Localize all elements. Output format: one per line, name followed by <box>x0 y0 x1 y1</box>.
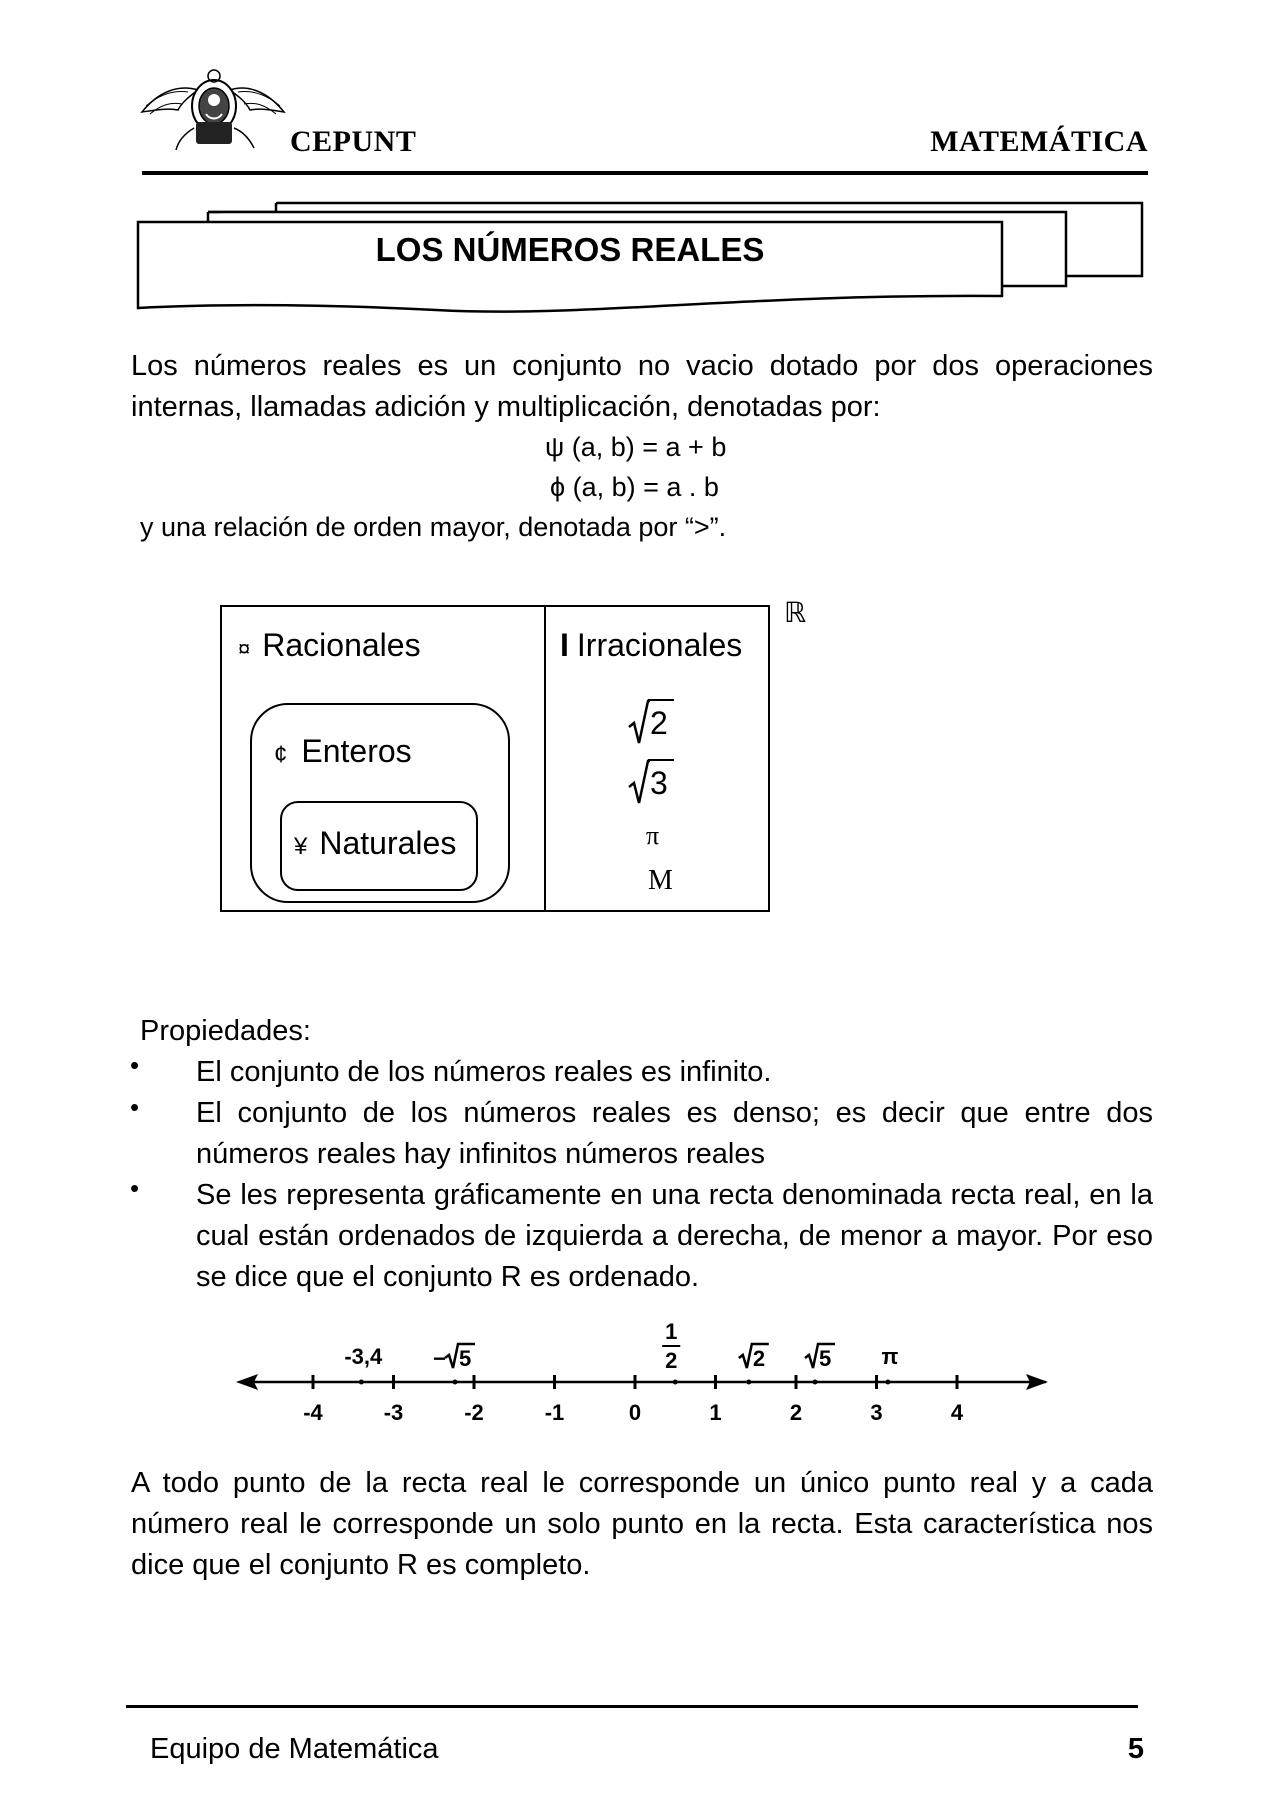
tick-label: 3 <box>870 1400 883 1425</box>
properties-heading: Propiedades: <box>140 1015 311 1047</box>
irrationals-symbol: I <box>560 627 569 663</box>
tick-label: -4 <box>303 1400 323 1425</box>
sqrt2-radicand: 2 <box>650 705 668 741</box>
completeness-paragraph: A todo punto de la recta real le corresponde un único punto real y a cada número real le corresponde un solo punto en la recta. Esta característica nos dice que el conjunto R es completo. <box>131 1467 1153 1581</box>
mark-numerator: 1 <box>665 1319 678 1344</box>
tick-label: -2 <box>464 1400 484 1425</box>
tick-label: 0 <box>628 1400 642 1425</box>
footer-divider <box>126 1705 1138 1708</box>
property-item: El conjunto de los números reales es denso; es decir que entre dos números reales hay infinitos números reales <box>196 1097 1153 1170</box>
number-line-mark <box>433 1344 475 1385</box>
number-line-mark <box>805 1344 835 1385</box>
mark-radicand: 2 <box>752 1346 766 1371</box>
mark-denominator: 2 <box>665 1348 678 1373</box>
logo <box>138 62 288 158</box>
formula-multiplication: ϕ (a, b) = a . b <box>550 472 719 502</box>
mark-sign: − <box>433 1346 446 1371</box>
radical-bar <box>648 699 674 701</box>
mark-radicand: 5 <box>818 1346 832 1371</box>
mark-point <box>453 1380 458 1385</box>
radical-icon <box>628 699 650 747</box>
number-sets-diagram <box>220 605 770 912</box>
irrational-example-more: M <box>648 865 673 896</box>
tick-label: -1 <box>544 1400 565 1425</box>
mark-radicand: 5 <box>459 1346 472 1371</box>
number-line-mark <box>344 1344 383 1385</box>
radical-icon <box>628 759 650 807</box>
page-number: 5 <box>1127 1733 1144 1765</box>
naturals-set <box>280 801 478 891</box>
integers-text: Enteros <box>301 733 412 769</box>
naturals-symbol: ¥ <box>294 833 308 860</box>
mark-label: π <box>881 1344 899 1369</box>
property-item: Se les representa gráficamente en una recta denominada recta real, en la cual están ordenados de izquierda a derecha, de menor a mayor. Por eso se dice que el conjunto R es ordenado. <box>196 1179 1153 1293</box>
bullet-1: • <box>130 1050 140 1080</box>
mark-point <box>359 1380 364 1385</box>
rationals-text: Racionales <box>262 627 421 663</box>
number-line-mark <box>739 1344 769 1385</box>
reals-symbol: ℝ <box>784 598 807 629</box>
order-relation: y una relación de orden mayor, denotada por “>”. <box>140 512 727 542</box>
irrational-example-sqrt2 <box>628 699 678 747</box>
rationals-label <box>238 627 421 664</box>
tick-label: -3 <box>383 1400 404 1425</box>
tick-label: 4 <box>950 1400 964 1425</box>
formula-addition: ψ (a, b) = a + b <box>545 432 727 462</box>
tick-label: 2 <box>789 1400 803 1425</box>
diagram-divider <box>544 607 546 910</box>
eagle-crest-icon <box>138 62 288 158</box>
number-line-mark <box>662 1319 680 1385</box>
rationals-symbol: ¤ <box>238 636 251 661</box>
mark-label: -3,4 <box>344 1344 383 1369</box>
tick-label: 1 <box>709 1400 722 1425</box>
integers-set <box>250 703 510 903</box>
bullet-2: • <box>130 1092 140 1122</box>
mark-point <box>746 1380 751 1385</box>
naturals-text: Naturales <box>319 825 457 861</box>
radical-bar <box>648 759 674 761</box>
property-item: El conjunto de los números reales es infinito. <box>196 1056 772 1088</box>
header-divider <box>142 171 1148 175</box>
mark-point <box>885 1380 890 1385</box>
bullet-3: • <box>130 1173 140 1203</box>
irrationals-text: Irracionales <box>576 627 743 663</box>
mark-point <box>812 1380 817 1385</box>
intro-paragraph: Los números reales es un conjunto no vacio dotado por dos operaciones internas, llamadas adición y multiplicación, denotadas por: <box>131 350 1153 423</box>
integers-symbol: ¢ <box>274 741 288 768</box>
naturals-label <box>294 825 456 862</box>
irrationals-label <box>560 627 742 664</box>
number-line <box>236 1318 1096 1428</box>
mark-point <box>673 1380 678 1385</box>
header-institution: CEPUNT <box>290 125 417 158</box>
page-title: LOS NÚMEROS REALES <box>375 231 765 268</box>
footer-team: Equipo de Matemática <box>150 1733 439 1765</box>
header-subject: MATEMÁTICA <box>930 125 1148 158</box>
number-line-mark <box>881 1344 898 1385</box>
integers-label <box>274 733 412 770</box>
irrational-example-sqrt3 <box>628 759 678 807</box>
irrational-example-pi: π <box>646 821 660 850</box>
sqrt3-radicand: 3 <box>650 765 668 801</box>
